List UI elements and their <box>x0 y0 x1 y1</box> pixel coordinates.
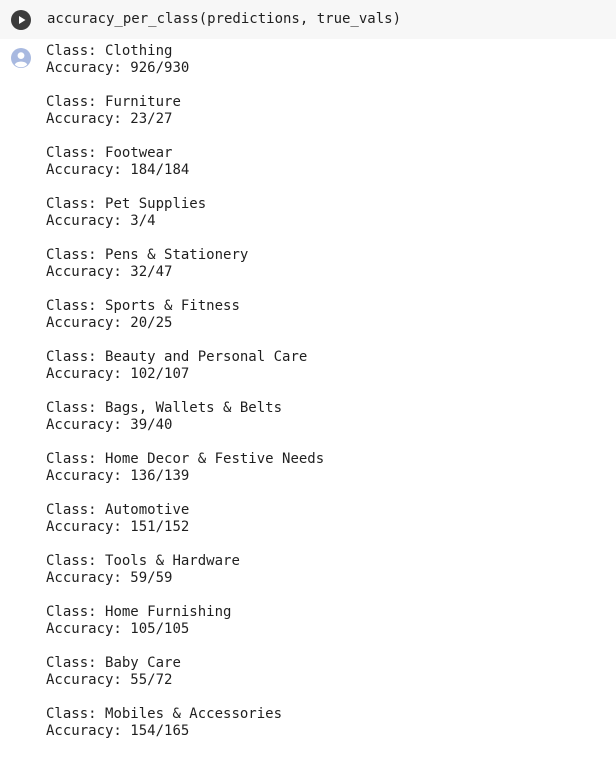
class-line <box>46 706 606 723</box>
class-name: Bags, Wallets & Belts <box>105 400 283 416</box>
code-cell[interactable] <box>0 0 616 39</box>
cell-output <box>46 43 606 757</box>
accuracy-line <box>46 621 606 638</box>
code-input[interactable]: accuracy_per_class(predictions, true_vals) <box>47 11 402 27</box>
accuracy-value: 39/40 <box>130 417 173 433</box>
class-line <box>46 400 606 417</box>
class-name: Home Furnishing <box>105 604 232 620</box>
accuracy-prefix: Accuracy: <box>46 519 131 535</box>
class-result <box>46 349 606 400</box>
class-prefix: Class: <box>46 247 106 263</box>
accuracy-prefix: Accuracy: <box>46 264 131 280</box>
class-name: Furniture <box>105 94 181 110</box>
class-line <box>46 196 606 213</box>
accuracy-prefix: Accuracy: <box>46 213 131 229</box>
accuracy-prefix: Accuracy: <box>46 468 131 484</box>
class-line <box>46 298 606 315</box>
accuracy-value: 154/165 <box>130 723 190 739</box>
class-prefix: Class: <box>46 298 106 314</box>
accuracy-line <box>46 213 606 230</box>
accuracy-prefix: Accuracy: <box>46 417 131 433</box>
accuracy-value: 102/107 <box>130 366 190 382</box>
accuracy-value: 3/4 <box>130 213 156 229</box>
accuracy-value: 20/25 <box>130 315 173 331</box>
class-result <box>46 655 606 706</box>
class-prefix: Class: <box>46 502 106 518</box>
class-prefix: Class: <box>46 349 106 365</box>
class-prefix: Class: <box>46 94 106 110</box>
accuracy-line <box>46 519 606 536</box>
play-icon <box>11 10 31 30</box>
accuracy-line <box>46 111 606 128</box>
class-name: Mobiles & Accessories <box>105 706 283 722</box>
accuracy-line <box>46 723 606 740</box>
class-line <box>46 553 606 570</box>
class-prefix: Class: <box>46 604 106 620</box>
class-result <box>46 604 606 655</box>
class-result <box>46 553 606 604</box>
class-result <box>46 145 606 196</box>
accuracy-line <box>46 264 606 281</box>
class-result <box>46 400 606 451</box>
class-result <box>46 94 606 145</box>
person-avatar-icon <box>11 48 31 68</box>
class-line <box>46 451 606 468</box>
accuracy-prefix: Accuracy: <box>46 162 131 178</box>
run-cell-button[interactable] <box>11 10 31 30</box>
class-line <box>46 502 606 519</box>
accuracy-line <box>46 672 606 689</box>
accuracy-value: 926/930 <box>130 60 190 76</box>
accuracy-value: 59/59 <box>130 570 173 586</box>
accuracy-value: 55/72 <box>130 672 173 688</box>
accuracy-value: 105/105 <box>130 621 190 637</box>
class-name: Pet Supplies <box>105 196 207 212</box>
accuracy-value: 32/47 <box>130 264 173 280</box>
class-name: Beauty and Personal Care <box>105 349 308 365</box>
class-line <box>46 349 606 366</box>
class-name: Footwear <box>105 145 173 161</box>
class-result <box>46 298 606 349</box>
class-name: Baby Care <box>105 655 181 671</box>
class-result <box>46 247 606 298</box>
class-line <box>46 604 606 621</box>
class-prefix: Class: <box>46 196 106 212</box>
class-prefix: Class: <box>46 553 106 569</box>
class-prefix: Class: <box>46 451 106 467</box>
class-line <box>46 247 606 264</box>
accuracy-line <box>46 570 606 587</box>
class-result <box>46 43 606 94</box>
accuracy-line <box>46 60 606 77</box>
accuracy-prefix: Accuracy: <box>46 621 131 637</box>
class-result <box>46 196 606 247</box>
class-name: Tools & Hardware <box>105 553 240 569</box>
accuracy-prefix: Accuracy: <box>46 60 131 76</box>
class-result <box>46 706 606 757</box>
accuracy-line <box>46 468 606 485</box>
class-prefix: Class: <box>46 706 106 722</box>
class-name: Clothing <box>105 43 173 59</box>
accuracy-prefix: Accuracy: <box>46 111 131 127</box>
accuracy-value: 136/139 <box>130 468 190 484</box>
accuracy-prefix: Accuracy: <box>46 672 131 688</box>
class-line <box>46 94 606 111</box>
class-result <box>46 502 606 553</box>
accuracy-value: 184/184 <box>130 162 190 178</box>
accuracy-value: 151/152 <box>130 519 190 535</box>
accuracy-line <box>46 162 606 179</box>
class-name: Automotive <box>105 502 190 518</box>
class-result <box>46 451 606 502</box>
class-line <box>46 145 606 162</box>
class-prefix: Class: <box>46 43 106 59</box>
accuracy-prefix: Accuracy: <box>46 570 131 586</box>
class-line <box>46 43 606 60</box>
class-name: Home Decor & Festive Needs <box>105 451 325 467</box>
class-name: Sports & Fitness <box>105 298 240 314</box>
class-name: Pens & Stationery <box>105 247 249 263</box>
accuracy-line <box>46 417 606 434</box>
accuracy-value: 23/27 <box>130 111 173 127</box>
accuracy-line <box>46 366 606 383</box>
class-prefix: Class: <box>46 145 106 161</box>
accuracy-prefix: Accuracy: <box>46 315 131 331</box>
accuracy-prefix: Accuracy: <box>46 723 131 739</box>
class-line <box>46 655 606 672</box>
class-prefix: Class: <box>46 655 106 671</box>
accuracy-line <box>46 315 606 332</box>
class-prefix: Class: <box>46 400 106 416</box>
accuracy-prefix: Accuracy: <box>46 366 131 382</box>
